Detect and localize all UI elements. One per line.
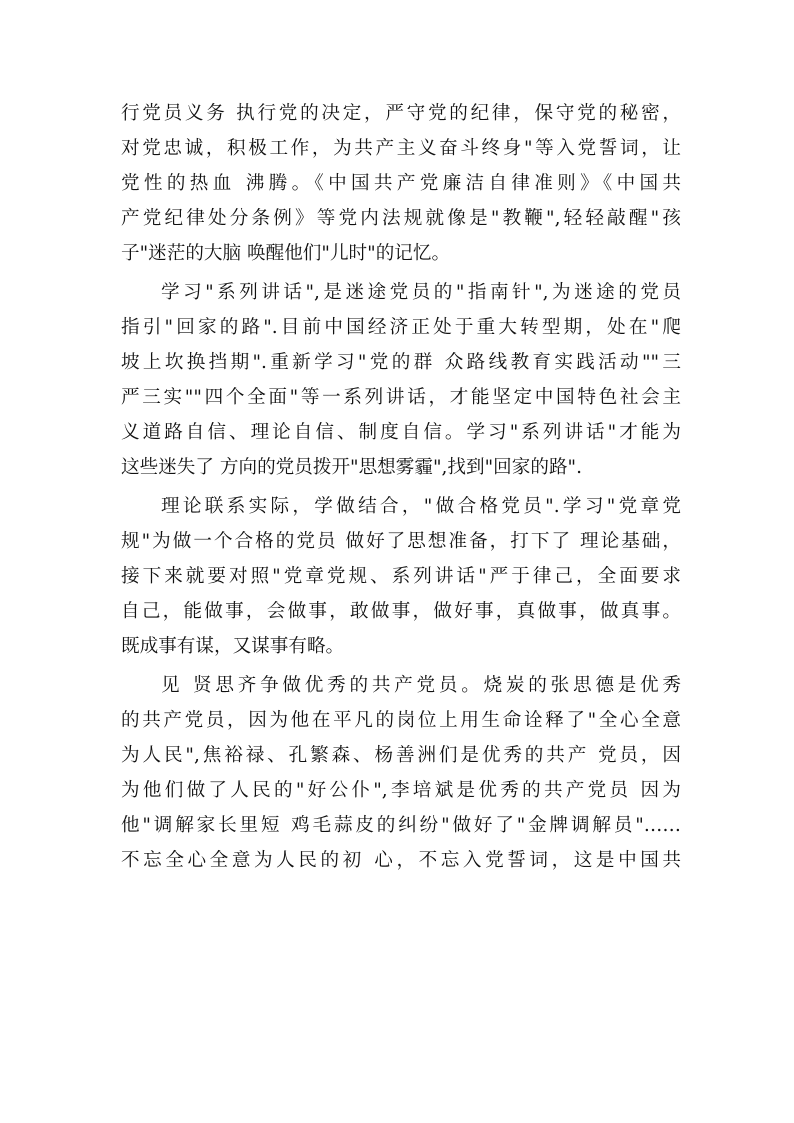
text-line: 自己，能做事，会做事，敢做事，做好事，真做事，做真事。 bbox=[121, 601, 681, 622]
text-line: 坡上坎换挡期".重新学习"党的群 众路线教育实践活动""三 bbox=[121, 352, 681, 373]
text-line: 他"调解家长里短 鸡毛蒜皮的纠纷"做好了"金牌调解员"…… bbox=[121, 815, 681, 836]
text-line: 产党纪律处分条例》等党内法规就像是"教鞭",轻轻敲醒"孩 bbox=[121, 208, 681, 229]
text-line: 的共产党员，因为他在平凡的岗位上用生命诠释了"全心全意 bbox=[121, 710, 681, 731]
paragraph-theory-practice bbox=[121, 489, 681, 664]
text-line: 对党忠诚，积极工作，为共产主义奋斗终身"等入党誓词，让 bbox=[121, 138, 681, 159]
document-body bbox=[121, 96, 681, 878]
text-line: 行党员义务 执行党的决定，严守党的纪律，保守党的秘密， bbox=[121, 103, 681, 124]
paragraph-party-duties bbox=[121, 96, 681, 271]
text-line: 接下来就要对照"党章党规、系列讲话"严于律己，全面要求 bbox=[121, 566, 681, 587]
text-line: 不忘全心全意为人民的初 心，不忘入党誓词，这是中国共 bbox=[121, 850, 681, 871]
paragraph-exemplary-members bbox=[121, 668, 681, 878]
text-line: 学习"系列讲话",是迷途党员的"指南针",为迷途的党员 bbox=[161, 282, 681, 303]
text-line: 为他们做了人民的"好公仆",李培斌是优秀的共产党员 因为 bbox=[121, 780, 681, 801]
text-line: 严三实""四个全面"等一系列讲话，才能坚定中国特色社会主 bbox=[121, 387, 681, 408]
text-line: 指引"回家的路".目前中国经济正处于重大转型期，处在"爬 bbox=[121, 317, 681, 338]
text-line: 为人民",焦裕禄、孔繁森、杨善洲们是优秀的共产 党员，因 bbox=[121, 745, 681, 766]
text-line: 党性的热血 沸腾。《中国共产党廉洁自律准则》《中国共 bbox=[121, 173, 681, 194]
text-line: 这些迷失了 方向的党员拨开"思想雾霾",找到"回家的路". bbox=[121, 457, 583, 478]
text-line: 子"迷茫的大脑 唤醒他们"儿时"的记忆。 bbox=[121, 243, 451, 264]
text-line: 义道路自信、理论自信、制度自信。学习"系列讲话"才能为 bbox=[121, 422, 681, 443]
paragraph-series-speeches bbox=[121, 275, 681, 485]
text-line: 既成事有谋，又谋事有略。 bbox=[121, 636, 345, 657]
text-line: 规"为做一个合格的党员 做好了思想准备，打下了 理论基础， bbox=[121, 531, 681, 552]
text-line: 见 贤思齐争做优秀的共产党员。烧炭的张思德是优秀 bbox=[161, 675, 681, 696]
text-line: 理论联系实际，学做结合，"做合格党员".学习"党章党 bbox=[161, 496, 681, 517]
